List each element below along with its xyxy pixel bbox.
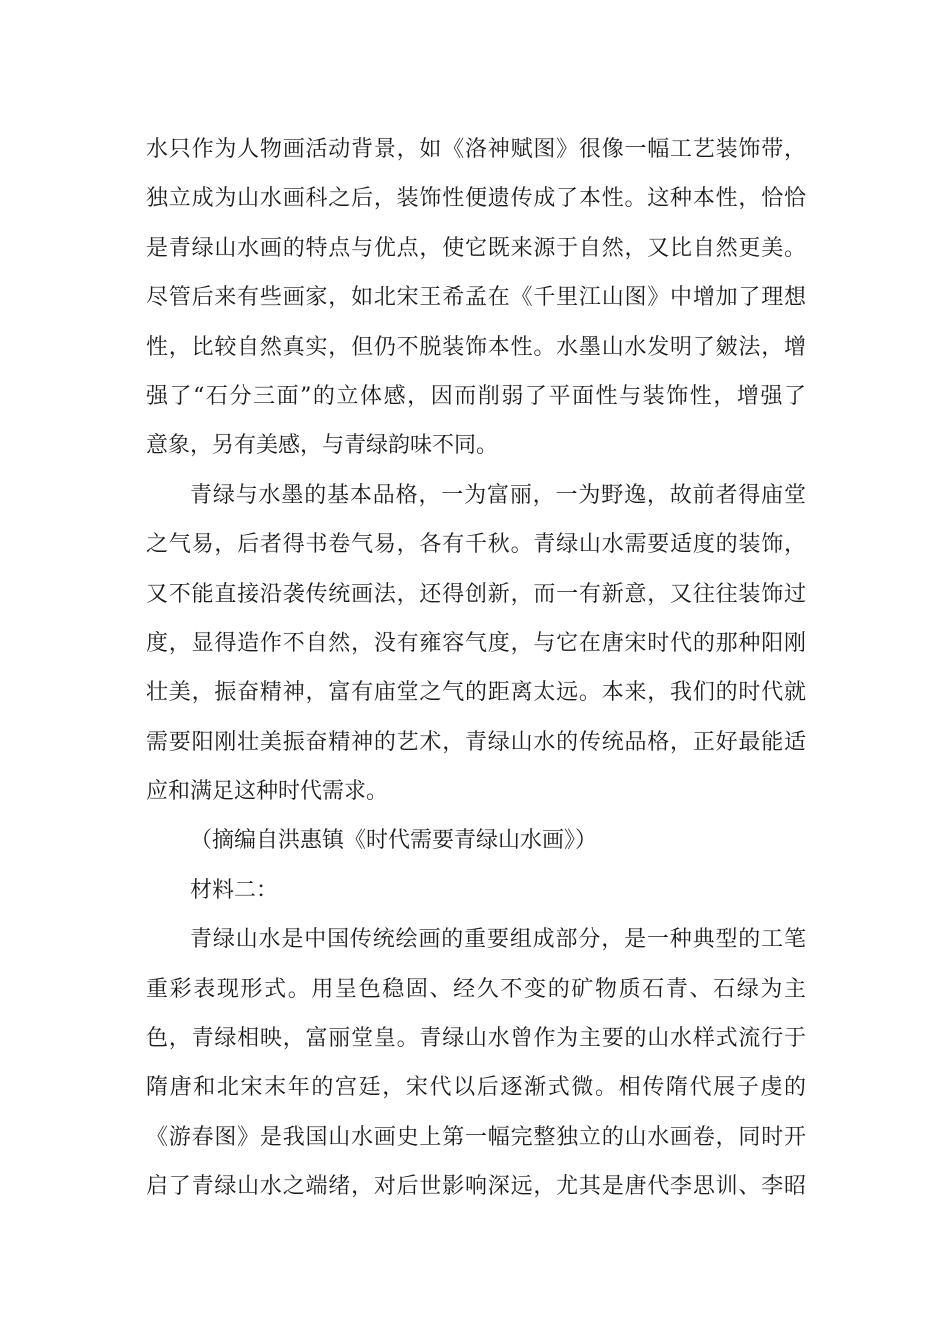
- text-line: 尽管后来有些画家，如北宋王希孟在《千里江山图》中增加了理想: [146, 285, 806, 311]
- text-line: 色，青绿相映，富丽堂皇。青绿山水曾作为主要的山水样式流行于: [146, 1026, 806, 1052]
- document-body: [146, 125, 806, 1212]
- text-line: 《游春图》是我国山水画史上第一幅完整独立的山水画卷，同时开: [146, 1124, 806, 1150]
- text-line: 性，比较自然真实，但仍不脱装饰本性。水墨山水发明了皴法，增: [146, 334, 806, 360]
- paragraph-3: [146, 915, 806, 1211]
- material-heading: 材料二：: [190, 877, 279, 903]
- text-line: 隋唐和北宋末年的宫廷，宋代以后逐渐式微。相传隋代展子虔的: [146, 1075, 806, 1101]
- text-line: 重彩表现形式。用呈色稳固、经久不变的矿物质石青、石绿为主: [146, 976, 806, 1002]
- text-line: 之气易，后者得书卷气易，各有千秋。青绿山水需要适度的装饰，: [146, 532, 806, 558]
- text-line: 度，显得造作不自然，没有雍容气度，与它在唐宋时代的那种阳刚: [146, 630, 806, 656]
- text-line: 强了“石分三面”的立体感，因而削弱了平面性与装饰性，增强了: [146, 383, 806, 409]
- text-line: 独立成为山水画科之后，装饰性便遗传成了本性。这种本性，恰恰: [146, 186, 806, 212]
- text-line: 是青绿山水画的特点与优点，使它既来源于自然，又比自然更美。: [146, 235, 806, 261]
- source-citation: （摘编自洪惠镇《时代需要青绿山水画》）: [190, 828, 598, 854]
- paragraph-1: [146, 125, 806, 471]
- text-line: 意象，另有美感，与青绿韵味不同。: [146, 433, 499, 459]
- text-line: 青绿山水是中国传统绘画的重要组成部分，是一种典型的工笔: [190, 927, 806, 953]
- text-line: 青绿与水墨的基本品格，一为富丽，一为野逸，故前者得庙堂: [190, 482, 806, 508]
- paragraph-2: [146, 471, 806, 817]
- text-line: 需要阳刚壮美振奋精神的艺术，青绿山水的传统品格，正好最能适: [146, 729, 806, 755]
- text-line: 又不能直接沿袭传统画法，还得创新，而一有新意，又往往装饰过: [146, 581, 806, 607]
- text-line: 水只作为人物画活动背景，如《洛神赋图》很像一幅工艺装饰带，: [146, 137, 806, 162]
- text-line: 壮美，振奋精神，富有庙堂之气的距离太远。本来，我们的时代就: [146, 680, 806, 706]
- text-line: 启了青绿山水之端绪，对后世影响深远，尤其是唐代李思训、李昭: [146, 1174, 806, 1200]
- text-line: 应和满足这种时代需求。: [146, 779, 389, 805]
